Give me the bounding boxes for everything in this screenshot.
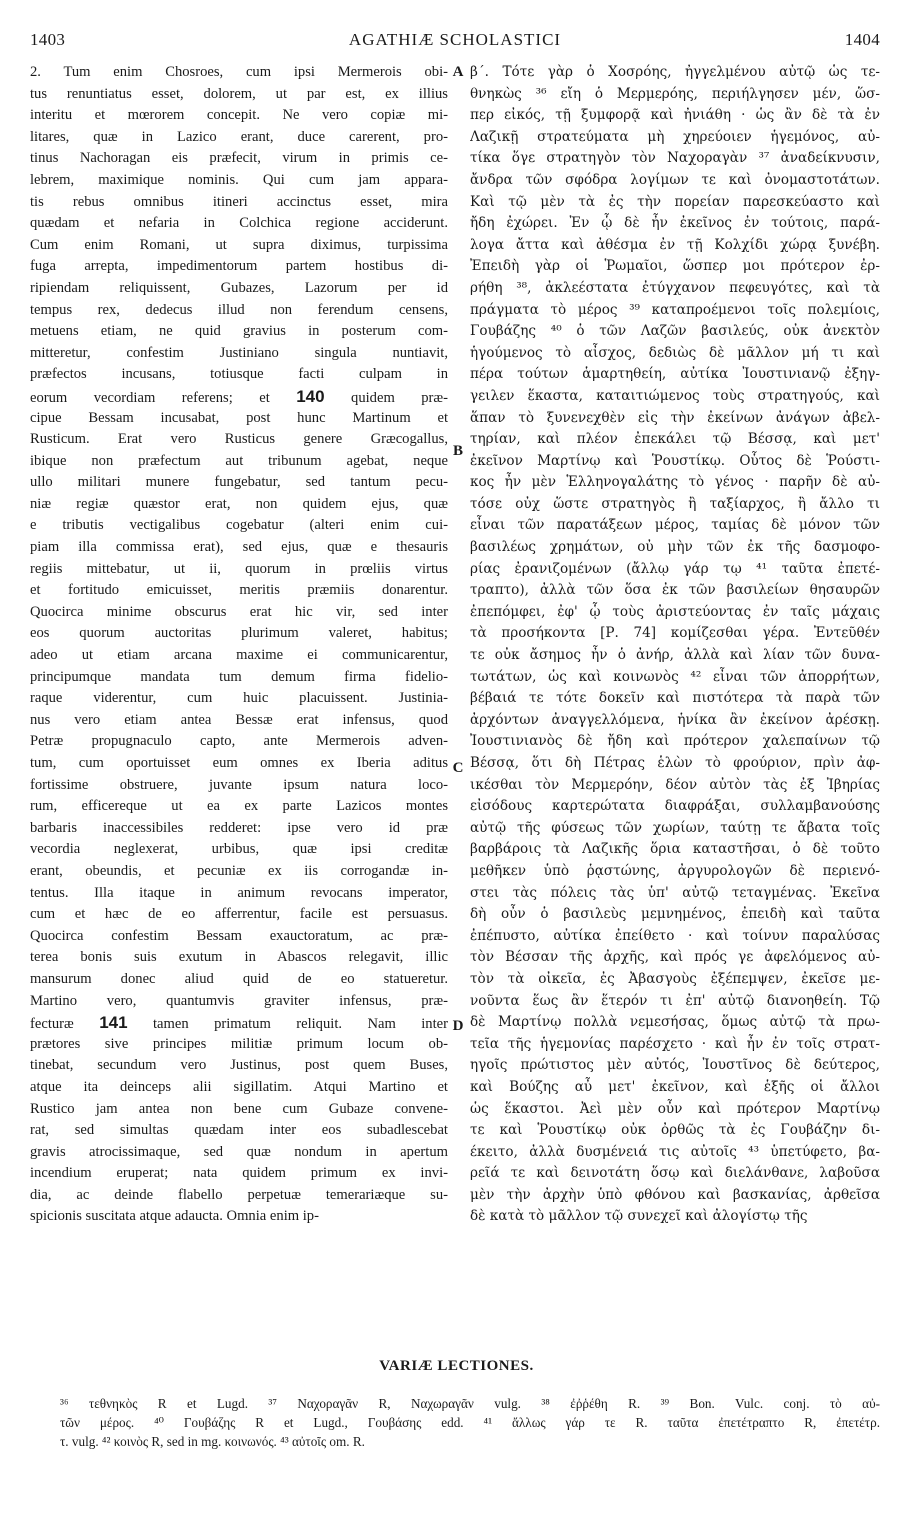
greek-text-line: τεῖα τῆς ἡγεμονίας παρέσχετο · καὶ ἦν ἐν τοῖς στρατ- [470, 1035, 880, 1052]
latin-text-line: tum, cum oportuisset eum omnes ex Iberia aditus [30, 755, 448, 771]
greek-text-line: ἀρχόντων ἀναγγελλόμενα, ἡνίκα ἂν ἐκείνον ἀρέσκῃ. [470, 711, 880, 728]
latin-text-line: raque viderentur, cum huic placuissent. Justinia- [30, 690, 448, 707]
greek-text-line: τραπτο), ἀλλὰ τῶν ὅσα ἐκ τῶν βασιλείων θησαυρῶν [470, 582, 880, 599]
latin-text-line: fortissime obstruere, juvante ipsum natura loco- [30, 776, 448, 793]
greek-text-line: ἅπαν τὸ ξυνενεχθὲν εἰς τὴν ἐκείνων ἀνάγων ἀβελ- [470, 409, 880, 426]
greek-text-line: μὲν τὴν ἀρχὴν ὑπὸ φθόνου καὶ βασκανίας, ἀρθεῖσα [470, 1186, 880, 1203]
greek-text-line: Ἐπειδὴ γὰρ οἱ Ῥωμαῖοι, ὥσπερ μοι πρότερον ἐρ- [470, 258, 880, 275]
greek-text-line: ρεῖά τε καὶ δεινοτάτη ὅσῳ καὶ διελάνθανε, λαβοῦσα [470, 1165, 880, 1182]
latin-text-line: Quocirca confestim Bessam exauctoratum, ac præ- [30, 927, 448, 944]
latin-text-line: et fortitudo emicuisset, meritis præmiis donarentur. [30, 582, 448, 599]
greek-text-line: εἰσόδους καρτερώτατα διαφράξαι, συλλαμβανούσης [470, 798, 880, 815]
latin-text-line: tentus. Illa itaque in animum revocans imperator, [30, 884, 448, 901]
page-header [30, 30, 880, 56]
latin-text-line: piam illa commissa erat), sed ejus, quæ e thesauris [30, 539, 448, 556]
latin-text-line: eos quorum auctoritas plurimum valeret, habitus; [30, 625, 448, 642]
latin-text-line: incendium eruperat; nata quidem primum ex invi- [30, 1165, 448, 1182]
greek-text-line: τε καὶ Ῥουστίκῳ οὐκ ὀρθῶς τὰ ἐς Γουβάζην δι- [470, 1122, 880, 1139]
latin-text-line: mitteretur, confestim Justiniano singula nuntiavit, [30, 344, 448, 361]
latin-text-line: Rusticum. Erat vero Rusticus genere Græcogallus, [30, 431, 448, 448]
page-number-left: 1403 [30, 30, 66, 49]
greek-text-line: έκειτο, ἀλλὰ δυσμένειά τις αὐτοῖς ⁴³ ὑπετύφετο, βα- [470, 1143, 880, 1160]
latin-text-line: nus vero etiam antea Bessæ erat infensus, quod [30, 711, 448, 728]
greek-text-line: μεθῆκεν ὑπὸ ῥᾳστώνης, ἀργυρολογῶν δὲ περιενό- [470, 862, 880, 879]
latin-text-line: fuga arrepta, impedimentorum partem hostibus di- [30, 258, 448, 275]
greek-text-line: δὴ οὖν ὁ βασιλεὺς μεμνημένος, ἐπειδὴ καὶ ταῦτα [470, 906, 880, 923]
greek-text-line: τὰ προσήκοντα [Ρ. 74] κομίζεσθαι γέρα. Ἐντεῦθέν [470, 625, 880, 642]
greek-text-line: τωτάτων, ὡς καὶ κοινωνὸς ⁴² εἶναι τῶν ἀπορρήτων, [470, 668, 880, 685]
greek-text-line: ἐκεῖνον Μαρτίνῳ καὶ Ῥουστίκῳ. Οὗτος δὲ Ῥούστι- [470, 452, 880, 469]
greek-text-line: δὲ κατὰ τὸ μᾶλλον τῷ συνεχεῖ καὶ ἀλογίστῳ τῆς [470, 1208, 808, 1225]
latin-text-line: rum, efficereque ut ea ex parte Lazicos montes [30, 798, 448, 815]
greek-text-line: εἶναι τῶν παρατάξεων μέρος, ταμίας δὲ μόνον τῶν [470, 517, 880, 534]
latin-text-line: præfectos incusans, totiusque facti culpam in [30, 366, 448, 383]
margin-letter-a: A [452, 64, 464, 80]
greek-text-line: θνηκὼς ³⁶ εἴη ὁ Μερμερόης, περιήλγησεν μέν, ὥσ- [470, 85, 880, 102]
greek-text-line: ρήθη ³⁸, ἀκλεέστατα ἐτύγχανον πεφευγότες, καὶ τὰ [470, 279, 880, 296]
greek-text-line: πέρα τούτων ἁμαρτηθείη, αὐτίκα Ἰουστινιανῷ ἐξηγ- [470, 366, 880, 383]
greek-text-line: ἐπέπυστο, αὐτίκα ἐπείθετο · καὶ τοίνυν παραλύσας [470, 927, 880, 944]
greek-text-line: ικέσθαι τὸν Μερμερόην, δέον αὐτὸν τὰς ἐξ Ἰβηρίας [470, 776, 880, 793]
greek-text-line: βαρβάροις τὰ Λαζικῆς ὅρια καταστῆσαι, ὁ δὲ τοῦτο [470, 841, 880, 858]
greek-text-line: Γουβάζης ⁴⁰ ὁ τῶν Λαζῶν βασιλεύς, οὐκ ἀνεκτὸν [470, 323, 880, 340]
page-number-right: 1404 [844, 30, 880, 49]
greek-text-line: τε οὐκ ἄσημος ἦν ὁ ἀνήρ, ἀλλὰ καὶ λίαν τῶν δυνα- [470, 647, 880, 664]
latin-text-line: ibique non præfectum aut tribunum agebat, neque [30, 452, 448, 469]
greek-text-line: Βέσσᾳ, ὅτι δὴ Πέτρας ἑλὼν τὸ φρούριον, πρὶν ἀφ- [470, 755, 880, 771]
latin-text-line: Cum enim Romani, ut supra diximus, turpissima [30, 236, 448, 253]
latin-text-line: adeo ut etiam arcana maxime ei communicarentur, [30, 647, 448, 664]
greek-text-line: δὲ Μαρτίνῳ πολλὰ νεμεσήσας, ὅμως αὐτῷ τὰ πρω- [470, 1014, 880, 1031]
footnote-line: τῶν μέρος. ⁴⁰ Γουβάζης R et Lugd., Γουβάσης edd. ⁴¹ ἄλλως γάρ τε R. ταῦτα ἐπετέτραπτο R, ἐπετέτρ. [60, 1415, 880, 1430]
margin-letter-c: C [452, 760, 464, 776]
greek-text-line: ἐπεπόμφει, ἐφ' ᾧ τοὺς ἀριστεύοντας ἐν ταῖς μάχαις [470, 603, 880, 620]
latin-text-line: eorum vecordiam referens; et 140 quidem præ- [30, 386, 448, 406]
greek-text-line: βέβαιά τε τότε δοκεῖν καὶ πιστότερα τὰ παρὰ τῶν [470, 690, 880, 707]
greek-text-line: νοῦντα ἕως ἂν ἕτερόν τι ἐπ' αὐτῷ διανοηθείη. Τῷ [470, 992, 880, 1009]
greek-text-line: στει τὰς πόλεις τὰς ὑπ' αὐτῷ τεταγμένας. Ἐκεῖνα [470, 884, 880, 901]
greek-text-line: Λαζικῇ στρατεύματα μὴ χηρεύοιεν ἡγεμόνος, αὐ- [470, 128, 880, 145]
greek-text-line: αὐτῷ τῆς φύσεως τῶν χωρίων, ταύτῃ τε ἄβατα τοῖς [470, 819, 880, 836]
latin-text-line: dia, ac deinde flabello perpetuæ temerariæque su- [30, 1186, 448, 1203]
latin-text-line: tinebat, secundum vero Justinus, post quem Buses, [30, 1057, 448, 1074]
latin-text-line: fecturæ 141 tamen primatum reliquit. Nam inter [30, 1013, 448, 1033]
latin-text-line: quædam et nefaria in Colchica regione acciderunt. [30, 215, 448, 232]
latin-text-line: tempus rex, dedecus illud non ferendum censens, [30, 301, 448, 318]
page-marker: 141 [99, 1013, 128, 1033]
greek-text-line: β΄. Τότε γὰρ ὁ Χοσρόης, ἠγγελμένου αὐτῷ ὡς τε- [470, 64, 880, 80]
latin-text-line: terea bonis suis exutum in Abascos relegavit, illic [30, 949, 448, 966]
margin-letter-d: D [452, 1018, 464, 1034]
greek-column [470, 62, 880, 1228]
greek-text-line: ηγοῖς πρώτιστος μὲν αὐτός, Ἰουστῖνος δὲ δεύτερος, [470, 1057, 880, 1074]
latin-text-line: Rustico jam antea non bene cum Gubaze convene- [30, 1100, 448, 1117]
latin-text-line: metuens etiam, ne quid gravius in posterum com- [30, 323, 448, 340]
latin-text-line: atque ita deinceps alii sigillatim. Atqui Martino et [30, 1078, 448, 1095]
greek-text-line: τὸν Βέσσαν τῆς ἀρχῆς, καὶ πρός γε ἀφελόμενος αὐ- [470, 949, 880, 966]
greek-text-line: τόσε οὐχ ὥστε στρατηγὸς ἢ ταξίαρχος, ἢ ἄλλο τι [470, 495, 880, 512]
latin-text-line: ullo militari munere fungebatur, sed tantum pecu- [30, 474, 448, 491]
latin-text-line: regiis mittebatur, ut ii, quorum in prœliis virtus [30, 560, 448, 577]
latin-text-line: cipue Bessam incusabat, post hunc Martinum et [30, 409, 448, 426]
latin-text-line: prætores sive principes militiæ primum locum ob- [30, 1035, 448, 1052]
greek-text-line: Καὶ τῷ μὲν τὰ ἐς τὴν πορείαν παρεσκεύαστο καὶ [470, 193, 880, 210]
footnotes [60, 1394, 880, 1451]
greek-text-line: πράγματα τὸ μέρος ³⁹ καταπροέμενοι τοῖς πολεμίοις, [470, 301, 880, 318]
latin-text-line: Petræ propugnaculo capto, ante Mermerois adven- [30, 733, 448, 750]
latin-text-line: interitu et mœrorem concepit. Ne vero copiæ mi- [30, 107, 448, 124]
latin-text-line: tis rebus omnibus itineri accinctus esset, mira [30, 193, 448, 210]
latin-text-line: cum et hæc de eo afferrentur, facile est persuasus. [30, 906, 448, 923]
latin-text-line: lebrem, maximique nominis. Qui cum jam appara- [30, 171, 448, 188]
greek-text-line: ρίας ἐρανιζομένων (ἄλλῳ γάρ τῳ ⁴¹ ταῦτα ἐπετέ- [470, 560, 880, 577]
greek-text-line: λογα ἄττα καὶ ἀθέσμα ἐν τῇ Κολχίδι χώρᾳ ξυνέβη. [470, 236, 880, 253]
latin-text-line: Quocirca minime obscurus erat hic vir, sed inter [30, 603, 448, 620]
greek-text-line: ἤδη ἐχώρει. Ἐν ᾧ δὲ ἦν ἐκεῖνος ἐν τούτοις, παρά- [470, 215, 880, 232]
greek-text-line: ἡγούμενος τὸ αἶσχος, δεδιὼς δὲ μᾶλλον μή τι καὶ [470, 344, 880, 361]
latin-text-line: spicionis suscitata atque adaucta. Omnia enim ip- [30, 1208, 319, 1225]
latin-text-line: principumque mandata tum demum firma fidelio- [30, 668, 448, 685]
running-title: AGATHIÆ SCHOLASTICI [348, 30, 562, 49]
footnote-line: ³⁶ τεθνηκὸς R et Lugd. ³⁷ Ναχοραγᾶν R, Ναχωραγᾶν vulg. ³⁸ ἐῤῥέθη R. ³⁹ Bon. Vulc. conj. τὸ αὐ- [60, 1396, 880, 1411]
latin-text-line: tus renuntiatus esset, dolorem, ut par est, ex illius [30, 85, 448, 102]
greek-text-line: γειλεν ἕκαστα, καταιτιώμενος τοὺς στρατηγούς, καὶ [470, 387, 880, 404]
greek-text-line: βασιλέως χρημάτων, οὐ μὴν τῶν ἐκ τῆς δασμοφο- [470, 539, 880, 556]
greek-text-line: ἄνδρα τῶν σφόδρα λογίμων τε καὶ ὀνομαστοτάτων. [470, 171, 880, 188]
greek-text-line: τὸν τὰ οἰκεῖα, ἐς Ἀβασγοὺς ἐξέπεμψεν, ἐκεῖσε με- [470, 970, 880, 987]
greek-text-line: περ εἰκός, τῇ ξυμφορᾷ καὶ ἠνιάθη · ὡς ἂν δὲ τὰ ἐν [470, 107, 880, 124]
latin-text-line: rat, sed simultas quædam inter eos subadlescebat [30, 1122, 448, 1139]
latin-text-line: Martino vero, quantumvis graviter infensus, præ- [30, 992, 448, 1009]
latin-text-line: 2. Tum enim Chosroes, cum ipsi Mermerois obi- [30, 64, 448, 80]
latin-text-line: litares, quæ in Lazico erant, duce carerent, pro- [30, 128, 448, 145]
greek-text-line: κος ἦν μὲν Ἑλληνογαλάτης τὸ γένος · παρῆν δὲ αὐ- [470, 474, 880, 491]
greek-text-line: καὶ Βούζης αὖ μετ' ἐκεῖνον, καὶ ἑξῆς οἱ ἄλλοι [470, 1078, 880, 1095]
variae-lectiones-heading: VARIÆ LECTIONES. [379, 1358, 534, 1374]
greek-text-line: ὡς ἕκαστοι. Ἀεὶ μὲν οὖν καὶ πρότερον Μαρτίνῳ [470, 1100, 880, 1117]
greek-text-line: τίκα ὅγε στρατηγὸν τὸν Ναχοραγὰν ³⁷ ἀναδείκνυσιν, [470, 150, 880, 167]
latin-text-line: ripiendam reliquissent, Gubazes, Lazorum per id [30, 279, 448, 296]
latin-column [30, 62, 448, 1228]
footnote-line: τ. vulg. ⁴² κοινὸς R, sed in mg. κοινωνός. ⁴³ αὐτοῖς om. R. [60, 1434, 365, 1449]
latin-text-line: niæ regiæ quæstor erat, non quidem ejus, quæ [30, 495, 448, 512]
latin-text-line: gravis atrocissimaque, sed quæ nondum in apertum [30, 1143, 448, 1160]
latin-text-line: erant, obeundis, et pecuniæ ex iis corrogandæ in- [30, 862, 448, 879]
latin-text-line: e tributis vectigalibus cogebatur (alteri enim cui- [30, 517, 448, 534]
latin-text-line: tinus Nachoragan eis præfecit, virum in primis ce- [30, 150, 448, 167]
latin-text-line: mansurum donec aliud quid de eo statueretur. [30, 970, 448, 987]
latin-text-line: barbaris inaccessibiles redderet: ipse vero id præ [30, 819, 448, 836]
margin-letter-b: B [452, 443, 463, 459]
greek-text-line: Ἰουστινιανὸς δὲ ἤδη καὶ πρότερον χαλεπαίνων τῷ [470, 733, 880, 750]
page-marker: 140 [296, 386, 325, 406]
latin-text-line: vecordia neglexerat, urbibus, quæ ipsi creditæ [30, 841, 448, 858]
greek-text-line: τηρίαν, καὶ πλέον ἐπεκάλει τῷ Βέσσᾳ, καὶ μετ' [470, 431, 880, 448]
